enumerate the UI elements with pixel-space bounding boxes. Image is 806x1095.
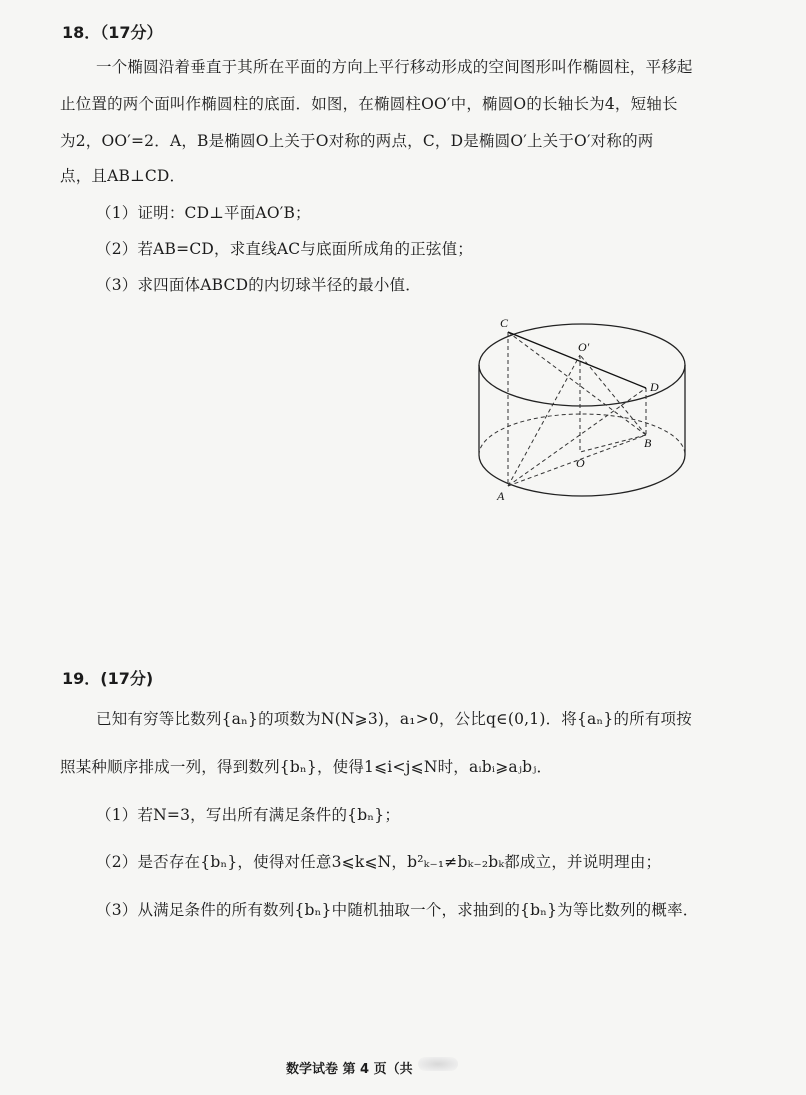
q19-part-1: （1）若N=3，写出所有满足条件的{bₙ}； [96,806,401,824]
label-O: O [576,456,585,470]
label-B: B [644,436,652,450]
bottom-ellipse-back [479,414,685,455]
edge-A-Oprime [508,355,580,486]
label-D: D [650,380,659,394]
q18-line-2: 止位置的两个面叫作椭圆柱的底面．如图，在椭圆柱OO′中，椭圆O的长轴长为4，短轴长 [60,95,678,113]
q18-part-1: （1）证明：CD⊥平面AO′B； [96,204,311,222]
q18-part-3: （3）求四面体ABCD的内切球半径的最小值． [96,276,421,294]
q18-part-2: （2）若AB=CD，求直线AC与底面所成角的正弦值； [96,240,473,258]
edge-C-D [508,332,646,388]
q18-number: 18．（17分） [62,23,163,42]
q18-line-1: 一个椭圆沿着垂直于其所在平面的方向上平行移动形成的空间图形叫作椭圆柱，平移起 [96,58,693,76]
edge-B-O [580,435,646,452]
q19-line-1: 已知有穷等比数列{aₙ}的项数为N(N⩾3)，a₁>0，公比q∈(0,1)．将{aₙ}的所有项按 [96,710,692,728]
q19-part-3: （3）从满足条件的所有数列{bₙ}中随机抽取一个，求抽到的{bₙ}为等比数列的概率． [96,901,699,919]
edge-A-D [508,388,646,486]
page-footer: 数学试卷 第 4 页（共 [286,1062,413,1077]
label-A: A [497,489,505,503]
elliptic-cylinder-figure [470,310,700,510]
q19-number: 19．(17分) [62,669,154,688]
q19-part-2: （2）是否存在{bₙ}，使得对任意3⩽k⩽N，b²ₖ₋₁≠bₖ₋₂bₖ都成立，并说明理由； [96,853,662,871]
q18-line-3: 为2，OO′=2．A，B是椭圆O上关于O对称的两点，C，D是椭圆O′上关于O′对称的两 [60,132,654,150]
q19-line-2: 照某种顺序排成一列，得到数列{bₙ}，使得1⩽i<j⩽N时，aᵢbᵢ⩾aⱼbⱼ． [60,758,553,776]
smudge-mark [418,1057,458,1071]
label-O-prime: O′ [578,340,590,354]
q18-line-4: 点，且AB⊥CD． [60,167,186,185]
label-C: C [500,316,509,330]
